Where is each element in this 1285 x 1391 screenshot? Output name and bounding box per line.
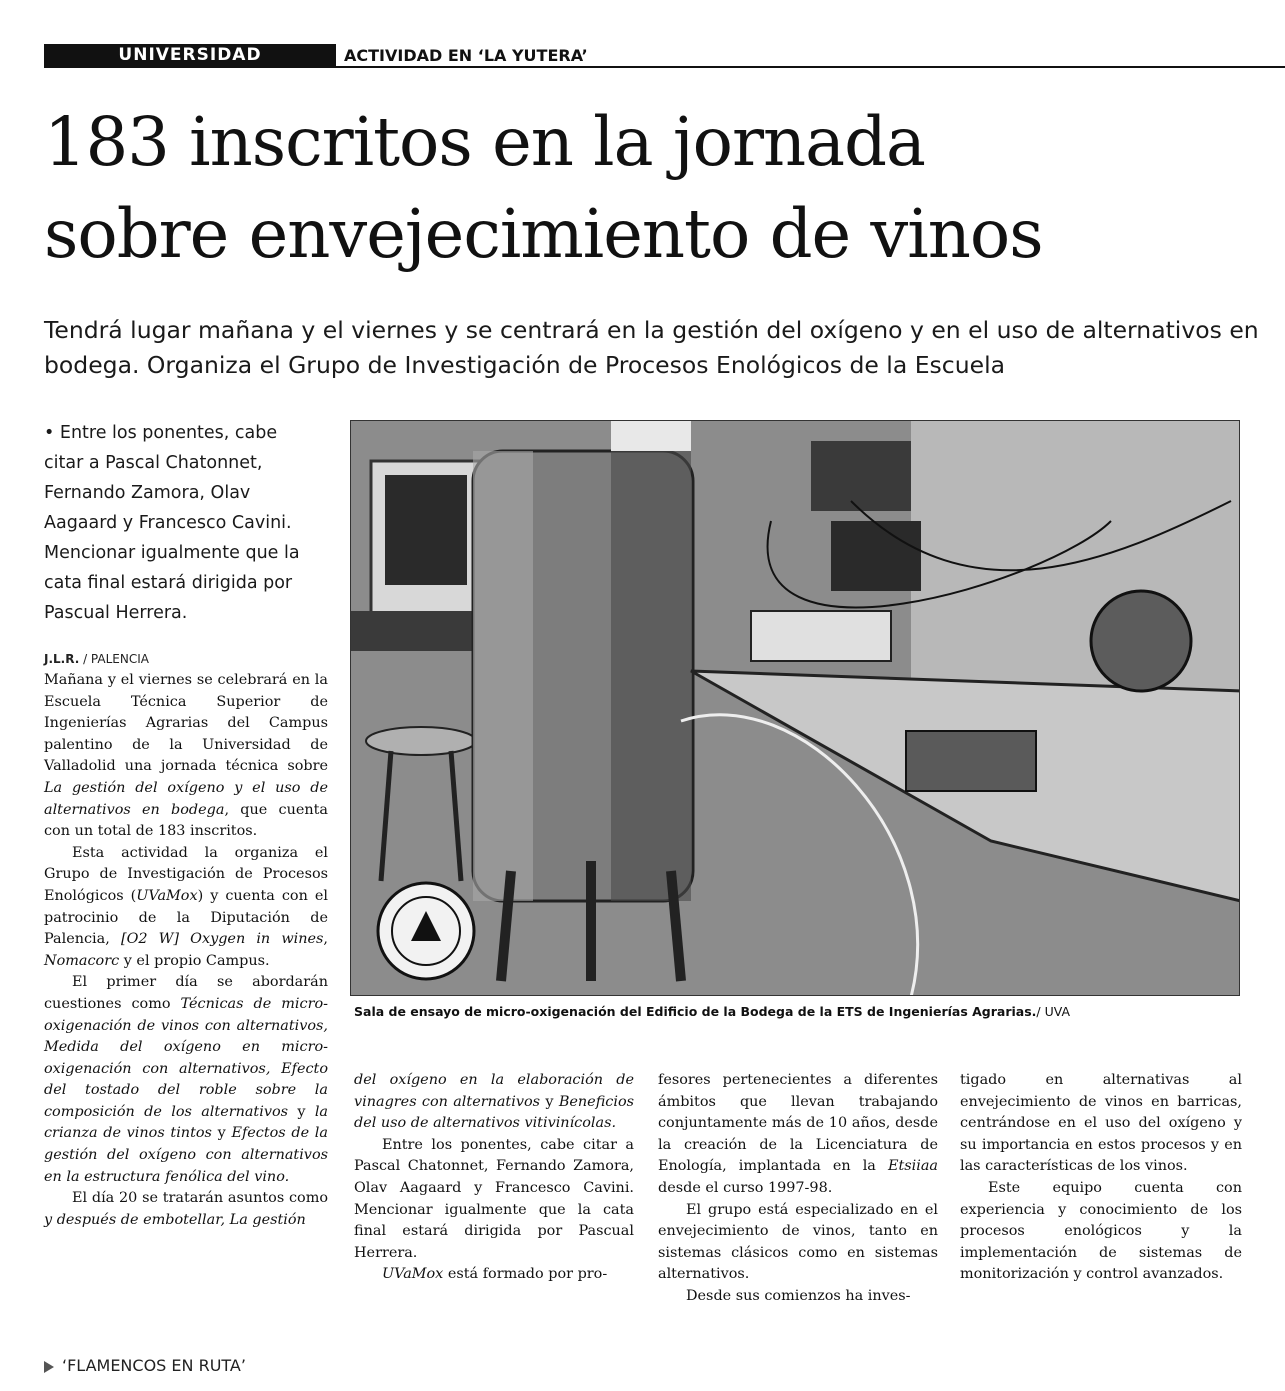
byline-place: / PALENCIA — [83, 652, 149, 666]
article-column-2 — [354, 1070, 634, 1286]
italic-run: [O2 W] Oxygen in wines — [120, 931, 324, 948]
lab-equipment-illustration — [351, 421, 1240, 996]
text-run: y — [288, 1103, 315, 1120]
text-run: Mañana y el viernes se celebrará en la Escuela Técnica Superior de Ingenierías Agrarias del Campus palentino de la Universidad de Valladolid una jornada técnica sobre — [44, 672, 328, 775]
article-column-3 — [658, 1070, 938, 1308]
italic-run: del oxígeno en la elaboración de vinagres con alternativos — [354, 1072, 634, 1110]
paragraph — [354, 1070, 634, 1135]
article-photo — [350, 420, 1240, 996]
paragraph: El grupo está especializado en el envejecimiento de vinos, tanto en sistemas clásicos como en sistemas alternativos. — [658, 1201, 938, 1283]
text-run: y — [540, 1093, 559, 1110]
headline-line-1: 183 inscritos en la jornada — [44, 103, 925, 181]
byline — [44, 652, 334, 666]
paragraph — [658, 1070, 938, 1200]
headline-line-2: sobre envejecimiento de vinos — [44, 195, 1043, 273]
text-run: , — [323, 931, 328, 948]
summary-highlight: • Entre los ponentes, cabe citar a Pascal Chatonnet, Fernando Zamora, Olav Aagaard y Francesco Cavini. Mencionar igualmente que la cata final estará dirigida por Pascual Herrera. — [44, 423, 300, 623]
kicker: ACTIVIDAD EN ‘LA YUTERA’ — [344, 46, 588, 65]
italic-run: y después de embotellar, La gestión — [44, 1211, 306, 1228]
paragraph — [44, 972, 328, 1188]
caption-text: Sala de ensayo de micro-oxigenación del Edificio de la Bodega de la ETS de Ingenierías Agrarias. — [354, 1004, 1037, 1019]
italic-run: Etsiiaa — [887, 1158, 938, 1175]
text-run: desde el curso 1997-98. — [658, 1179, 833, 1196]
text-run: El día 20 se tratarán asuntos como — [72, 1190, 328, 1207]
italic-run: la crianza de vinos tintos — [44, 1103, 328, 1142]
paragraph — [354, 1264, 634, 1286]
text-run: y — [211, 1125, 232, 1142]
photo-caption — [354, 1004, 1234, 1019]
next-article-teaser — [44, 1356, 444, 1375]
paragraph: Este equipo cuenta con experiencia y conocimiento de los procesos enológicos y la implementación de sistemas de monitorización y control avanzados. — [960, 1179, 1242, 1283]
paragraph: Entre los ponentes, cabe citar a Pascal Chatonnet, Fernando Zamora, Olav Aagaard y Francesco Cavini. Mencionar igualmente que la cata final estará dirigida por Pascual Herrera. — [354, 1136, 634, 1261]
teaser-label: ‘FLAMENCOS EN RUTA’ — [62, 1356, 246, 1375]
byline-author: J.L.R. — [44, 652, 80, 666]
italic-run: Beneficios del uso de alternativos vitivinícolas. — [354, 1093, 634, 1132]
text-run: está formado por pro- — [443, 1266, 608, 1283]
section-header — [44, 44, 1285, 68]
paragraph — [44, 843, 328, 973]
section-label: UNIVERSIDAD — [44, 44, 336, 66]
text-run: y el propio Campus. — [119, 952, 270, 969]
italic-run: Nomacorc — [44, 952, 120, 969]
article-column-4 — [960, 1070, 1242, 1286]
paragraph: tigado en alternativas al envejecimiento de vinos en barricas, centrándose en el uso del oxígeno y su importancia en estos procesos y en las características de los vinos. — [960, 1072, 1242, 1175]
paragraph — [44, 1188, 328, 1231]
text-run: Esta actividad la organiza el Grupo de Investigación de Procesos Enológicos ( — [44, 844, 328, 904]
italic-run: UVaMox — [382, 1266, 444, 1283]
subheadline: Tendrá lugar mañana y el viernes y se centrará en la gestión del oxígeno y en el uso de alternativos en bodega. Organiza el Grupo de Investigación de Procesos Enológicos de la Escuela — [44, 316, 1259, 379]
italic-run: UVaMox — [136, 887, 198, 904]
article-column-1 — [44, 670, 328, 1231]
arrow-right-icon — [44, 1361, 54, 1373]
photo-credit: / UVA — [1036, 1004, 1071, 1019]
headline — [44, 96, 1274, 280]
italic-run: La gestión del oxígeno y el uso de alternativos en bodega — [44, 779, 328, 818]
italic-run: Técnicas de micro-oxigenación de vinos con alternativos, Medida del oxígeno en micro-oxigenación con alternativos, Efecto del tostado del roble sobre la composición de los alternativos — [44, 995, 328, 1120]
text-run: , que cuenta con un total de 183 inscritos. — [44, 801, 328, 840]
text-run: El primer día se abordarán cuestiones como — [44, 974, 328, 1012]
text-run: ) y cuenta con el patrocinio de la Diputación de Palencia, — [44, 887, 328, 948]
text-run: fesores pertenecientes a diferentes ámbitos que llevan trabajando conjuntamente más de 10 años, desde la creación de la Licenciatura de Enología, implantada en la — [658, 1072, 938, 1175]
italic-run: Efectos de la gestión del oxígeno con alternativos en la estructura fenólica del vino. — [44, 1125, 328, 1185]
paragraph: Desde sus comienzos ha inves- — [686, 1287, 911, 1304]
paragraph — [44, 670, 328, 843]
